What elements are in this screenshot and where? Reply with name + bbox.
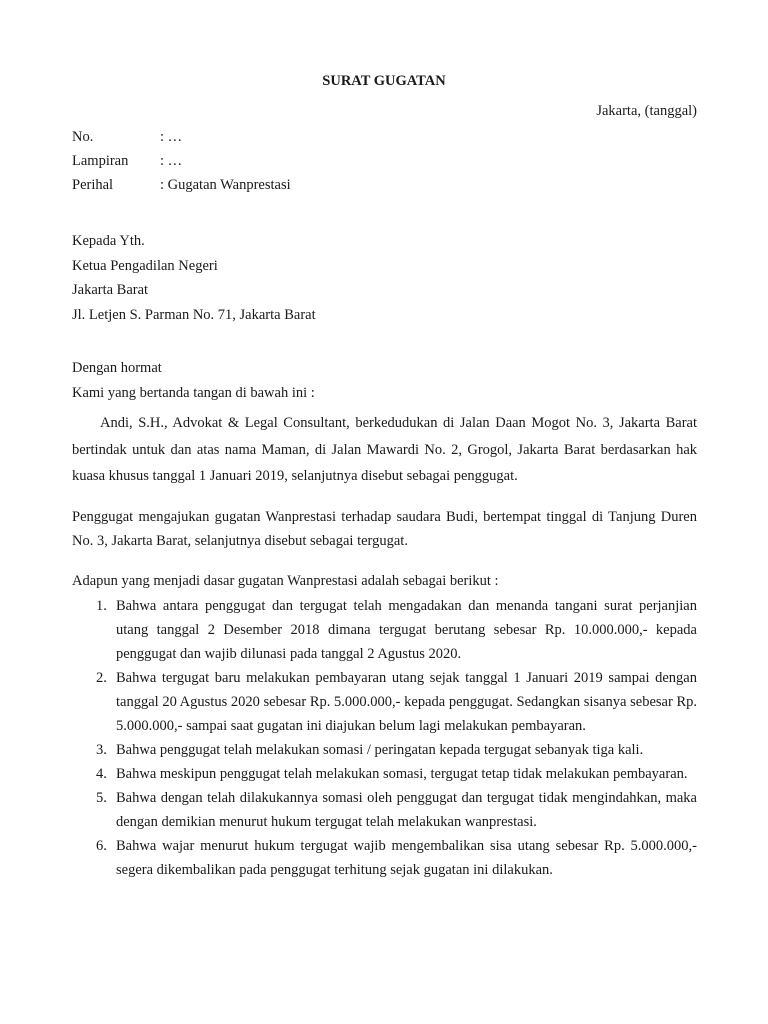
paragraph-plaintiff: Andi, S.H., Advokat & Legal Consultant, berkedudukan di Jalan Daan Mogot No. 3, Jakarta Barat bertindak untuk dan atas nama Maman, di Jalan Mawardi No. 2, Grogol, Jakarta Barat berdasarkan hak kuasa khusus tanggal 1 Januari 2019, selanjutnya disebut sebagai penggugat. bbox=[72, 415, 697, 484]
list-item-number: 3. bbox=[96, 742, 107, 758]
list-item bbox=[96, 762, 697, 786]
meta-value: : … bbox=[160, 153, 183, 169]
meta-label: Perihal bbox=[72, 177, 114, 193]
recipient-line: Kepada Yth. bbox=[72, 233, 145, 249]
list-item-text: Bahwa penggugat telah melakukan somasi / peringatan kepada tergugat sebanyak tiga kali. bbox=[116, 742, 644, 758]
place-date: Jakarta, (tanggal) bbox=[596, 103, 697, 119]
meta-label: No. bbox=[72, 129, 94, 145]
list-item bbox=[96, 738, 697, 762]
greeting-block bbox=[72, 359, 315, 408]
recipient-block bbox=[72, 232, 316, 330]
recipient-line: Jakarta Barat bbox=[72, 282, 149, 298]
grounds-list bbox=[96, 594, 697, 882]
list-item-number: 6. bbox=[96, 838, 107, 854]
list-item-text: Bahwa dengan telah dilakukannya somasi oleh penggugat dan tergugat tidak mengindahkan, maka dengan demikian menurut hukum tergugat telah melakukan wanprestasi. bbox=[116, 790, 697, 830]
list-item-number: 5. bbox=[96, 790, 107, 806]
list-item bbox=[96, 834, 697, 882]
meta-row-subject bbox=[72, 176, 291, 200]
list-item-text: Bahwa antara penggugat dan tergugat telah mengadakan dan menanda tangani surat perjanjian utang tanggal 2 Desember 2018 dimana tergugat berutang sebesar Rp. 10.000.000,- kepada penggugat dan wajib dilunasi pada tanggal 2 Agustus 2020. bbox=[116, 598, 697, 662]
recipient-line: Jl. Letjen S. Parman No. 71, Jakarta Barat bbox=[72, 306, 316, 323]
letter-meta bbox=[72, 128, 291, 200]
recipient-line: Ketua Pengadilan Negeri bbox=[72, 257, 218, 274]
opening-line: Kami yang bertanda tangan di bawah ini : bbox=[72, 384, 315, 401]
meta-value: : … bbox=[160, 129, 183, 145]
list-item bbox=[96, 666, 697, 738]
list-intro: Adapun yang menjadi dasar gugatan Wanprestasi adalah sebagai berikut : bbox=[72, 573, 499, 589]
meta-label: Lampiran bbox=[72, 153, 129, 169]
list-item-text: Bahwa tergugat baru melakukan pembayaran utang sejak tanggal 1 Januari 2019 sampai dengan tanggal 20 Agustus 2020 sebesar Rp. 5.000.000,- kepada penggugat. Sedangkan sisanya sebesar Rp. 5.000.000,- sampai saat gugatan ini diajukan belum lagi melakukan pembayaran. bbox=[116, 670, 697, 734]
meta-value: : Gugatan Wanprestasi bbox=[160, 177, 291, 193]
list-item bbox=[96, 786, 697, 834]
list-item-text: Bahwa meskipun penggugat telah melakukan somasi, tergugat tetap tidak melakukan pembayaran. bbox=[116, 766, 688, 782]
list-item-text: Bahwa wajar menurut hukum tergugat wajib mengembalikan sisa utang sebesar Rp. 5.000.000,- segera dikembalikan pada penggugat terhitung sejak gugatan ini dilakukan. bbox=[116, 838, 697, 878]
list-item-number: 4. bbox=[96, 766, 107, 782]
document-title: SURAT GUGATAN bbox=[322, 73, 446, 89]
list-item bbox=[96, 594, 697, 666]
paragraph-defendant: Penggugat mengajukan gugatan Wanprestasi terhadap saudara Budi, bertempat tinggal di Tanjung Duren No. 3, Jakarta Barat, selanjutnya disebut sebagai tergugat. bbox=[72, 509, 697, 549]
meta-row-number bbox=[72, 128, 291, 152]
meta-row-attachment bbox=[72, 152, 291, 176]
list-item-number: 2. bbox=[96, 670, 107, 686]
greeting: Dengan hormat bbox=[72, 360, 162, 376]
list-item-number: 1. bbox=[96, 598, 107, 614]
